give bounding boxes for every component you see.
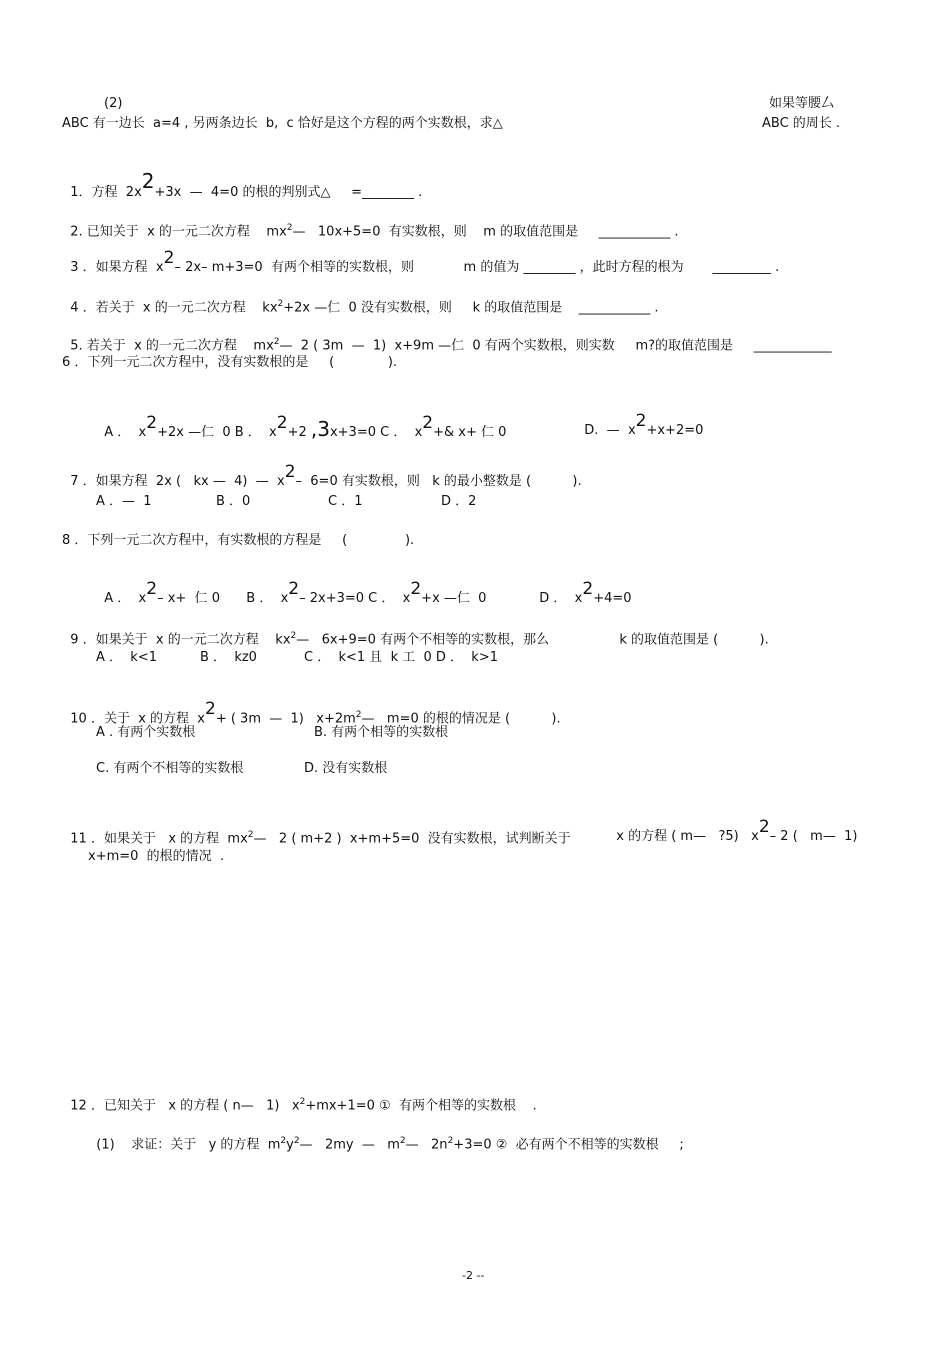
q4-text-b: +2x —仁 0 没有实数根，则 k 的取值范围是 ___________ . bbox=[283, 300, 659, 316]
q9-text-b: — 6x+9=0 有两个不相等的实数根，那么 k 的取值范围是 ( ). bbox=[296, 632, 769, 648]
header-line2-right: ABC 的周长 . bbox=[762, 116, 841, 131]
q10-option-d: D. 没有实数根 bbox=[304, 761, 388, 776]
q6-opt-c-sup: 2 bbox=[422, 413, 434, 433]
question-12-part-1 bbox=[88, 1114, 684, 1154]
q7-text-a: 7 ．如果方程 2x ( kx — 4) — x bbox=[70, 474, 285, 489]
q8-opt-c-sup: 2 bbox=[410, 579, 422, 599]
q7-text-b: – 6=0 有实数根，则 k 的最小整数是 ( ). bbox=[295, 474, 582, 489]
q5-text-b: — 2 ( 3m — 1) x+9m —仁 0 有两个实数根，则实数 m?的取值范围是 ____________ bbox=[279, 338, 832, 354]
q12-text-b: +mx+1=0 ① 有两个相等的实数根 . bbox=[305, 1098, 537, 1114]
q1-superscript: 2 bbox=[141, 169, 155, 193]
question-11-line2: x+m=0 的根的情况 . bbox=[88, 849, 225, 864]
q3-text-b: – 2x– m+3=0 有两个相等的实数根，则 m 的值为 ________ ，此时方程的根为 _________ . bbox=[174, 260, 780, 275]
q2-superscript: 2 bbox=[286, 223, 293, 233]
q8-option-bc bbox=[238, 570, 486, 608]
q8-option-a bbox=[96, 570, 220, 608]
q12-superscript: 2 bbox=[299, 1097, 306, 1107]
q12-p1-d: — 2n bbox=[405, 1137, 448, 1153]
q7-option-b: B ．0 bbox=[216, 494, 251, 509]
q8-opt-a-b: – x+ 仁 0 bbox=[157, 591, 220, 606]
q10-text-b: + ( 3m — 1) x+2m bbox=[215, 711, 356, 727]
q6-opt-c-b: +& x+ 仁 0 bbox=[433, 425, 507, 440]
q4-superscript: 2 bbox=[277, 299, 284, 309]
q10-option-b: B. 有两个相等的实数根 bbox=[314, 725, 449, 740]
q6-opt-d-b: +x+2=0 bbox=[646, 423, 704, 438]
q11-text-a: 11 ．如果关于 x 的方程 mx bbox=[70, 831, 248, 847]
q11-text-d: – 2 ( m— 1) bbox=[769, 829, 858, 844]
q6-opt-b-c: x+3=0 C ． x bbox=[329, 425, 423, 440]
q2-text-a: 2. 已知关于 x 的一元二次方程 mx bbox=[70, 224, 287, 240]
q7-superscript: 2 bbox=[284, 462, 296, 482]
q10-text-a: 10 ．关于 x 的方程 x bbox=[70, 711, 205, 727]
q1-text-b: +3x — 4=0 的根的判别式△ =________ . bbox=[154, 185, 423, 200]
q3-text-a: 3 ．如果方程 x bbox=[70, 260, 164, 275]
q8-opt-b-sup: 2 bbox=[288, 579, 300, 599]
q10-option-c: C. 有两个不相等的实数根 bbox=[96, 761, 244, 776]
q8-opt-b-b: – 2x+3=0 C ． x bbox=[299, 591, 411, 606]
q8-opt-d-b: +4=0 bbox=[593, 591, 632, 606]
q11-text-c: x 的方程 ( m— ?5) x bbox=[616, 829, 759, 844]
q10-option-a: A . 有两个实数根 bbox=[96, 725, 196, 740]
question-2 bbox=[62, 201, 679, 241]
q12-p1-a: (1) 求证：关于 y 的方程 m bbox=[96, 1137, 281, 1153]
question-8-stem: 8 ．下列一元二次方程中，有实数根的方程是 ( ). bbox=[62, 533, 415, 548]
q7-option-a: A ．— 1 bbox=[96, 494, 152, 509]
q9-option-b: B ． kz0 bbox=[200, 650, 257, 665]
q6-opt-b-b: +2 bbox=[287, 425, 311, 440]
question-3 bbox=[62, 239, 779, 277]
q5-text-a: 5. 若关于 x 的一元二次方程 mx bbox=[70, 338, 274, 354]
q12-text-a: 12 ．已知关于 x 的方程 ( n— 1) x bbox=[70, 1098, 300, 1114]
question-1 bbox=[62, 162, 422, 202]
page-number: -2 -- bbox=[462, 1269, 485, 1282]
question-11-line1 bbox=[62, 808, 571, 848]
q12-p1-sup4: 2 bbox=[447, 1136, 454, 1146]
q7-option-c: C ．1 bbox=[328, 494, 363, 509]
q6-opt-d-sup: 2 bbox=[635, 411, 647, 431]
q12-p1-sup3: 2 bbox=[399, 1136, 406, 1146]
question-10 bbox=[62, 688, 561, 728]
part-label: (2) bbox=[104, 96, 123, 111]
q9-option-a: A ． k<1 bbox=[96, 650, 157, 665]
q10-text-c: — m=0 的根的情况是 ( ). bbox=[361, 711, 561, 727]
question-9 bbox=[62, 609, 769, 649]
q6-opt-a-b: +2x —仁 0 B ． x bbox=[157, 425, 277, 440]
header-right-top: 如果等腰厶 bbox=[769, 96, 835, 111]
q6-opt-b-big: ,3 bbox=[310, 417, 330, 441]
q3-superscript: 2 bbox=[163, 248, 175, 268]
question-12 bbox=[62, 1075, 537, 1115]
q8-opt-c-b: +x —仁 0 bbox=[421, 591, 487, 606]
q6-opt-a-sup: 2 bbox=[146, 413, 158, 433]
q7-option-d: D ．2 bbox=[441, 494, 477, 509]
header-line2-left: ABC 有一边长 a=4 , 另两条边长 b, c 恰好是这个方程的两个实数根，求△ bbox=[62, 116, 503, 131]
question-6-options-abc bbox=[96, 402, 506, 442]
q8-opt-a-sup: 2 bbox=[146, 579, 158, 599]
q10-superscript: 2 bbox=[205, 699, 216, 720]
q8-opt-b: B ． x bbox=[246, 591, 289, 606]
q6-opt-b-sup: 2 bbox=[276, 413, 288, 433]
q8-opt-d: D ． x bbox=[539, 591, 583, 606]
q11-text-b: — 2 ( m+2 ) x+m+5=0 没有实数根，试判断关于 bbox=[253, 831, 571, 847]
q12-p1-sup2: 2 bbox=[293, 1136, 300, 1146]
question-11-line1-right bbox=[608, 808, 857, 846]
q2-text-b: — 10x+5=0 有实数根，则 m 的取值范围是 ___________ . bbox=[292, 224, 679, 240]
q9-text-a: 9 ．如果关于 x 的一元二次方程 kx bbox=[70, 632, 291, 648]
q1-text-a: 1．方程 2x bbox=[70, 185, 142, 200]
q12-p1-e: +3=0 ② 必有两个不相等的实数根 ; bbox=[453, 1137, 684, 1153]
question-6-stem: 6 ．下列一元二次方程中，没有实数根的是 ( ). bbox=[62, 355, 398, 370]
q11-superscript: 2 bbox=[247, 830, 254, 840]
q6-opt-a: A ． x bbox=[104, 425, 147, 440]
q5-superscript: 2 bbox=[273, 337, 280, 347]
question-7 bbox=[62, 453, 582, 491]
q12-p1-b: y bbox=[286, 1137, 294, 1153]
question-4 bbox=[62, 277, 659, 317]
q10-superscript-2: 2 bbox=[355, 710, 362, 720]
q12-p1-sup1: 2 bbox=[280, 1136, 287, 1146]
q11-superscript-2: 2 bbox=[758, 817, 770, 837]
q8-option-d bbox=[531, 570, 632, 608]
q4-text-a: 4 ．若关于 x 的一元二次方程 kx bbox=[70, 300, 278, 316]
question-5 bbox=[62, 315, 832, 355]
q12-p1-c: — 2my — m bbox=[299, 1137, 400, 1153]
q9-superscript: 2 bbox=[290, 631, 297, 641]
q8-opt-d-sup: 2 bbox=[582, 579, 594, 599]
question-6-option-d bbox=[576, 402, 703, 440]
q9-option-cd: C ． k<1 且 k 工 0 D ． k>1 bbox=[304, 650, 498, 665]
q8-opt-a: A ． x bbox=[104, 591, 147, 606]
q6-opt-d-a: D. — x bbox=[584, 423, 636, 438]
